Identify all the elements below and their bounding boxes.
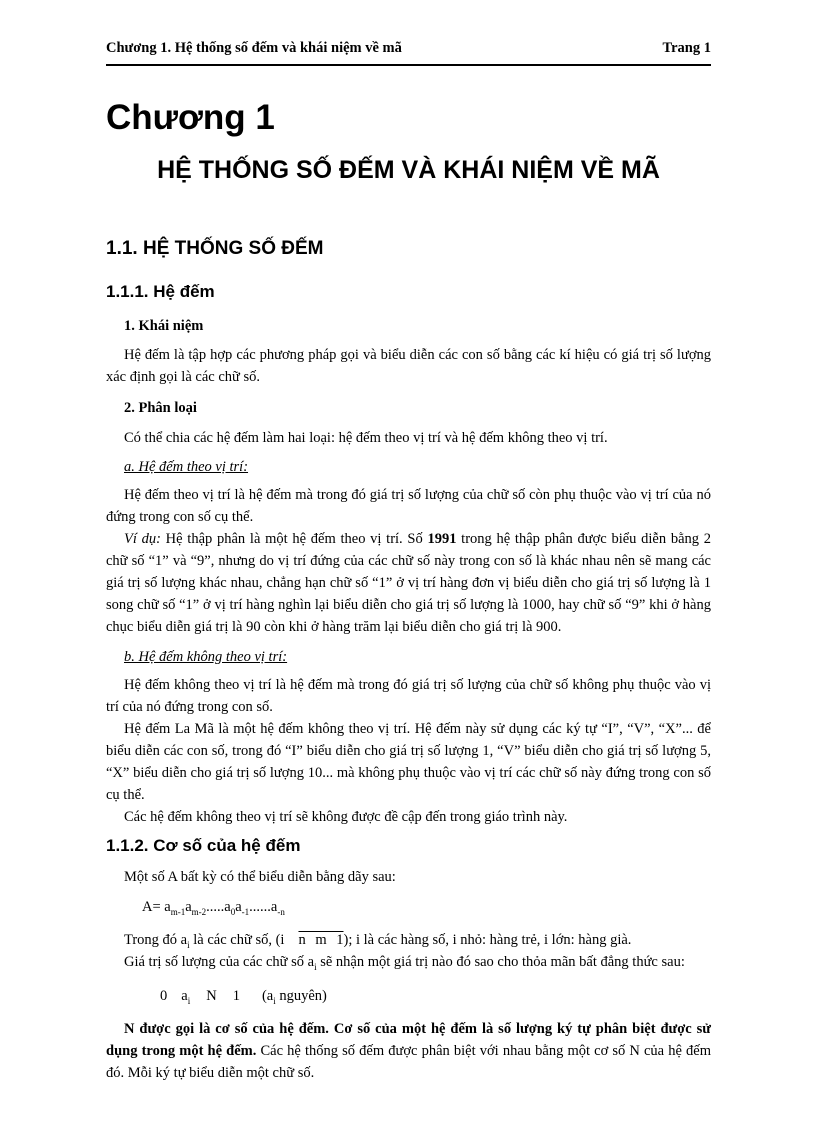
vi-du-text-2: trong hệ thập phân được biểu diễn bằng 2 chữ số “1” và “9”, nhưng do vị trí đứng của các chữ số này trong con số là khác nhau nên sẽ mang các giá trị số lượng khác nhau, chẳng hạn chữ số “1” ở vị trí hàng đơn vị biểu diễn cho giá trị số lượng là 1 song chữ số “1” ở vị trí hàng nghìn lại biểu diễn cho giá trị số lượng là 1000, hay chữ số “9” khi ở hàng chục biểu diễn giá trị là 90 còn khi ở hàng trăm lại biểu diễn cho giá trị là 900. (106, 531, 711, 635)
paragraph-phan-loai: Có thể chia các hệ đếm làm hai loại: hệ đếm theo vị trí và hệ đếm không theo vị trí. (124, 430, 608, 446)
vi-du-number: 1991 (427, 531, 457, 547)
paragraph-gia-tri: Giá trị số lượng của các chữ số $a_i$ sẽ nhận một giá trị nào đó sao cho thỏa mãn bất đẳng thức sau: (124, 954, 685, 972)
paragraph-he-dem-theo-vi-tri: Hệ đếm theo vị trí là hệ đếm mà trong đó giá trị số lượng của chữ số còn phụ thuộc vào vị trí của nó đứng trong con số cụ thể. (106, 487, 711, 525)
section-heading-1-1-2: 1.1.2. Cơ số của hệ đếm (106, 836, 301, 855)
formula-A: $A= a_{m-1}a_{m-2}.....a_0a_{-1}......a_{-n}$ (142, 899, 285, 917)
range-n-m-1: n m 1 (298, 932, 344, 948)
section-heading-1-1-1: 1.1.1. Hệ đếm (106, 282, 215, 301)
paragraph-trong-do: Trong đó $a_i$ là các chữ số, (i n m 1); i là các hàng số, i nhỏ: hàng trẻ, i lớn: hàng già. (124, 932, 632, 950)
inequality: 0 $a_i$ N 1 ($a_i$ nguyên) (160, 988, 327, 1006)
paragraph-khong-theo-vi-tri-3: Các hệ đếm không theo vị trí sẽ không được đề cập đến trong giáo trình này. (124, 809, 568, 825)
subheading-phan-loai: 2. Phân loại (124, 400, 197, 416)
subheading-he-dem-theo-vi-tri: a. Hệ đếm theo vị trí: (124, 459, 249, 475)
paragraph-co-so-1: Một số A bất kỳ có thể biểu diễn bằng dãy sau: (124, 869, 396, 885)
header-chapter-title: Chương 1. Hệ thống số đếm và khái niệm về mã (106, 40, 402, 56)
header-page-number: Trang 1 (662, 40, 711, 56)
paragraph-khong-theo-vi-tri-1: Hệ đếm không theo vị trí là hệ đếm mà trong đó giá trị số lượng của chữ số không phụ thuộc vào vị trí của nó đứng trong con số. (106, 677, 711, 715)
vi-du-text-1: Hệ thập phân là một hệ đếm theo vị trí. Số (160, 531, 428, 547)
subheading-he-dem-khong-theo-vi-tri: b. Hệ đếm không theo vị trí: (124, 649, 288, 665)
chapter-title: HỆ THỐNG SỐ ĐẾM VÀ KHÁI NIỆM VỀ MÃ (157, 156, 660, 184)
paragraph-vi-du (106, 528, 711, 638)
paragraph-khai-niem: Hệ đếm là tập hợp các phương pháp gọi và biểu diễn các con số bằng các kí hiệu có giá trị số lượng xác định gọi là các chữ số. (106, 347, 711, 385)
subheading-khai-niem: 1. Khái niệm (124, 318, 204, 334)
page-header (106, 40, 711, 66)
paragraph-khong-theo-vi-tri-2: Hệ đếm La Mã là một hệ đếm không theo vị trí. Hệ đếm này sử dụng các ký tự “I”, “V”, “X”... để biểu diễn các con số, trong đó “I” biểu diễn cho giá trị số lượng 1, “V” biểu diễn cho giá trị số lượng 5, “X” biểu diễn cho giá trị số lượng 10... mà không phụ thuộc vào vị trí các chữ số này đứng trong con số cụ thể. (106, 721, 711, 803)
chapter-label: Chương 1 (106, 98, 275, 137)
section-heading-1-1: 1.1. HỆ THỐNG SỐ ĐẾM (106, 238, 324, 259)
vi-du-label: Ví dụ: (124, 531, 161, 547)
paragraph-co-so-definition: N được gọi là cơ số của hệ đếm. Cơ số của một hệ đếm là số lượng ký tự phân biệt được sử dụng trong một hệ đếm. Các hệ thống số đếm được phân biệt với nhau bằng một cơ số N của hệ đếm đó. Mỗi ký tự biểu diễn một chữ số. (106, 1021, 711, 1081)
